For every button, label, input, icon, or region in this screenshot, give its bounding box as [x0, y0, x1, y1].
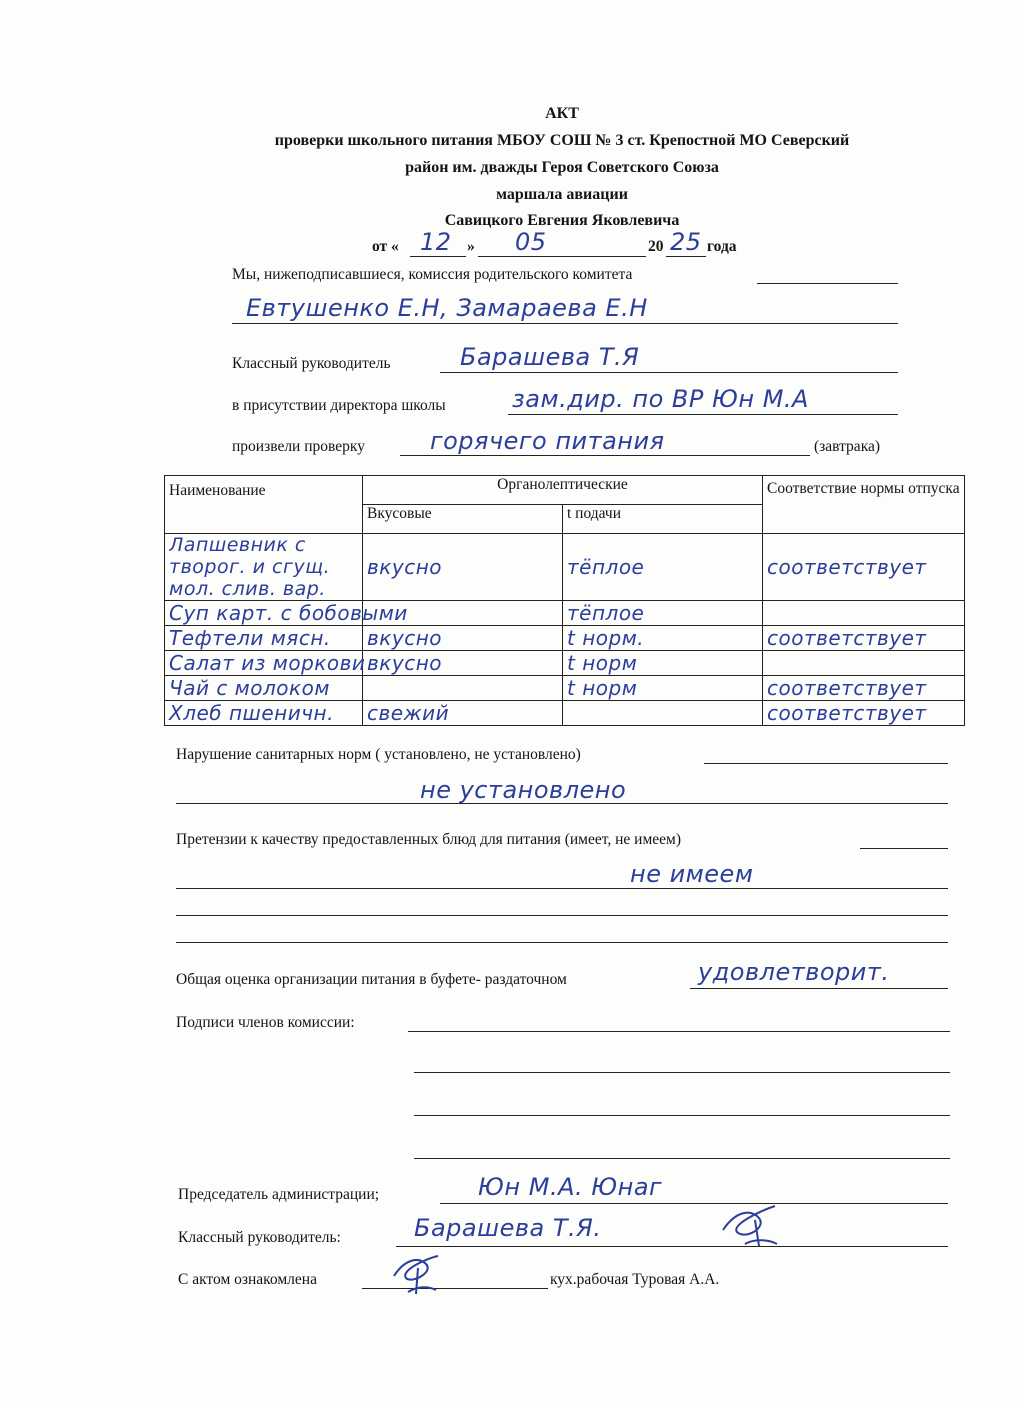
- signatures-label: Подписи членов комиссии:: [176, 1014, 355, 1031]
- teacher-label: Классный руководитель: [232, 355, 391, 372]
- cell-norm: соответствует: [767, 701, 927, 725]
- date-month: 05: [515, 228, 547, 256]
- title-line-2: район им. дважды Героя Советского Союза: [405, 159, 719, 176]
- assessment-value: удовлетворит.: [698, 958, 890, 986]
- ack-label: С актом ознакомлена: [178, 1271, 317, 1288]
- date-mid: »: [467, 238, 475, 255]
- cell-temp: t норм: [567, 651, 638, 675]
- ack-role: кух.рабочая Туровая А.А.: [550, 1271, 720, 1288]
- cell-name: Лапшевник с творог. и сгущ. мол. слив. вар.: [169, 534, 331, 600]
- check-suffix: (завтрака): [814, 438, 881, 455]
- director-name: зам.дир. по ВР Юн М.А: [512, 385, 809, 413]
- table-row: [165, 676, 965, 701]
- cell-taste: вкусно: [367, 626, 443, 650]
- table-row: [165, 701, 965, 726]
- date-prefix: от «: [372, 238, 399, 255]
- violations-value: не установлено: [420, 776, 627, 804]
- cell-temp: тёплое: [567, 601, 645, 625]
- cell-temp: t норм.: [567, 626, 645, 650]
- table-row: [165, 651, 965, 676]
- commission-names: Евтушенко Е.Н, Замараева Е.Н: [246, 294, 648, 322]
- title-line-1: проверки школьного питания МБОУ СОШ № 3 ст. Крепостной МО Северский: [274, 132, 850, 149]
- col-header-taste: Вкусовые: [363, 505, 563, 534]
- cell-temp: тёплое: [567, 555, 645, 579]
- claims-value: не имеем: [630, 860, 754, 888]
- teacher-signature: Барашева Т.Я.: [414, 1214, 602, 1242]
- ack-scribble-signature: [388, 1250, 444, 1298]
- check-value: горячего питания: [430, 427, 665, 455]
- date-year-prefix: 20: [648, 238, 664, 255]
- chair-signature: Юн М.А. Юнаг: [478, 1173, 663, 1201]
- table-row: [165, 601, 965, 626]
- date-year-suffix: 25: [670, 228, 702, 256]
- date-day: 12: [420, 228, 452, 256]
- commission-label: Мы, нижеподписавшиеся, комиссия родительского комитета: [232, 266, 633, 283]
- inspection-table: [164, 475, 965, 726]
- cell-name: Салат из моркови: [169, 651, 366, 675]
- cell-name: Хлеб пшеничн.: [169, 701, 334, 725]
- title-line-4: Савицкого Евгения Яковлевича: [444, 212, 680, 229]
- claims-label: Претензии к качеству предоставленных блюд для питания (имеет, не имеем): [176, 831, 681, 848]
- cell-norm: соответствует: [767, 626, 927, 650]
- col-header-norm: Соответствие нормы отпуска: [763, 476, 965, 534]
- table-row: [165, 626, 965, 651]
- cell-name: Чай с молоком: [169, 676, 330, 700]
- teacher-name: Барашева Т.Я: [460, 343, 640, 371]
- cell-taste: вкусно: [367, 555, 443, 579]
- title-line-3: маршала авиации: [496, 186, 628, 203]
- date-suffix: года: [707, 238, 737, 255]
- director-label: в присутствии директора школы: [232, 397, 446, 414]
- col-header-organoleptic: Органолептические: [363, 476, 763, 505]
- document-title: АКТ: [545, 105, 579, 122]
- teacher-sign-label: Классный руководитель:: [178, 1229, 341, 1246]
- cell-name: Суп карт. с бобовыми: [169, 601, 408, 625]
- col-header-temp: t подачи: [563, 505, 763, 534]
- check-label: произвели проверку: [232, 438, 365, 455]
- teacher-scribble-signature: [715, 1200, 785, 1252]
- chair-label: Председатель администрации;: [178, 1186, 380, 1203]
- col-header-name: Наименование: [165, 476, 363, 534]
- cell-temp: t норм: [567, 676, 638, 700]
- cell-taste: свежий: [367, 701, 450, 725]
- violations-label: Нарушение санитарных норм ( установлено, не установлено): [176, 746, 581, 763]
- assessment-label: Общая оценка организации питания в буфете- раздаточном: [176, 971, 567, 988]
- cell-norm: соответствует: [767, 676, 927, 700]
- cell-taste: вкусно: [367, 651, 443, 675]
- cell-name: Тефтели мясн.: [169, 626, 331, 650]
- cell-norm: соответствует: [767, 555, 927, 579]
- table-row: [165, 534, 965, 601]
